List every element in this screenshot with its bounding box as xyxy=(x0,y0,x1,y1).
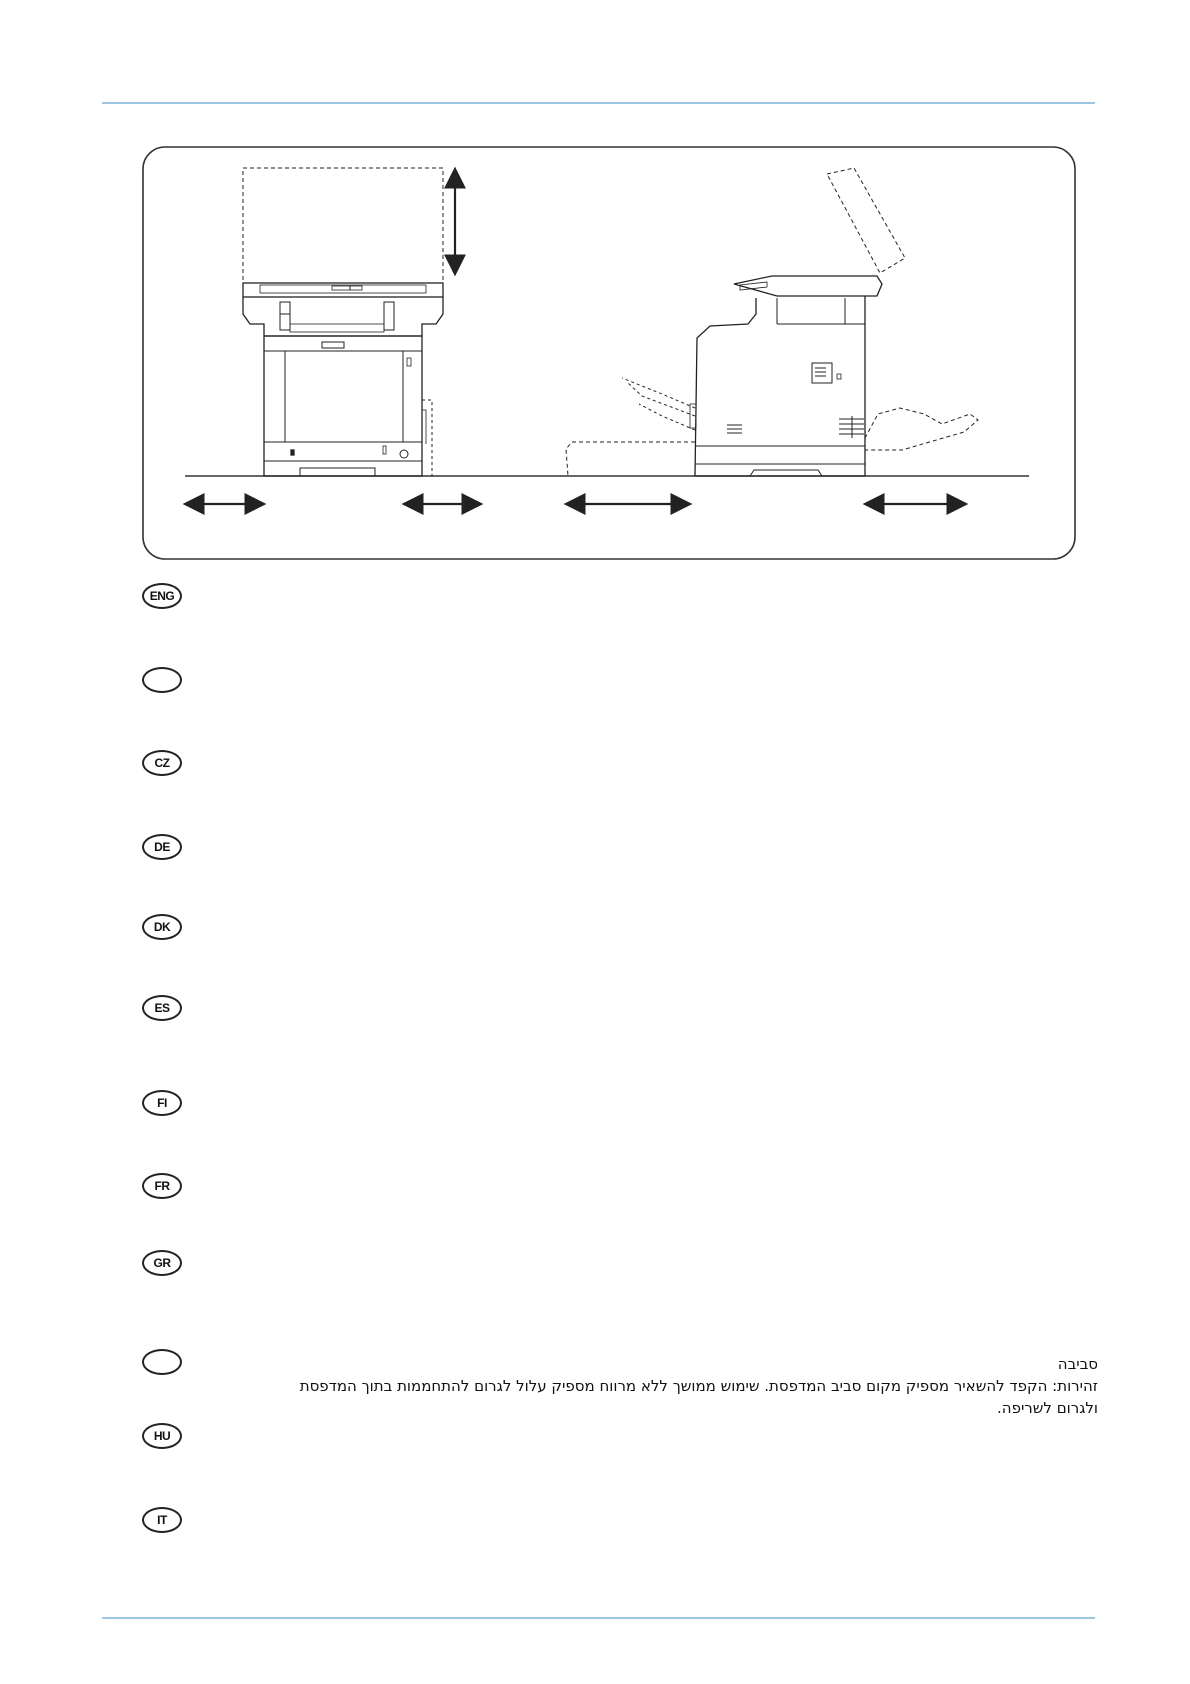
language-badge-de: DE xyxy=(142,834,182,860)
language-badge-es: ES xyxy=(142,995,182,1021)
hebrew-heading: סביבה xyxy=(1057,1355,1098,1373)
language-badge-eng: ENG xyxy=(142,583,182,609)
figure-frame xyxy=(143,147,1075,559)
bottom-rule xyxy=(102,1617,1095,1619)
clearance-diagram xyxy=(142,146,1076,560)
top-rule xyxy=(102,102,1095,104)
printer-side-view xyxy=(566,168,978,476)
language-badge-gr: GR xyxy=(142,1250,182,1276)
language-badge-cz: CZ xyxy=(142,750,182,776)
hebrew-body: זהירות: הקפד להשאיר מספיק מקום סביב המדפסת. שימוש ממושך ללא מרווח מספיק עלול לגרום להתחממות בתוך המדפסת ולגרום לשריפה. xyxy=(299,1377,1098,1417)
printer-clearance-figure xyxy=(142,146,1076,560)
language-badge-fi: FI xyxy=(142,1090,182,1116)
language-badge-blank-1 xyxy=(142,667,182,693)
language-badge-hu: HU xyxy=(142,1423,182,1449)
language-badge-blank-2 xyxy=(142,1349,182,1375)
language-badge-dk: DK xyxy=(142,914,182,940)
hebrew-caution-block xyxy=(278,1353,1098,1419)
printer-front-view xyxy=(243,168,443,476)
language-badge-fr: FR xyxy=(142,1173,182,1199)
language-badge-it: IT xyxy=(142,1507,182,1533)
